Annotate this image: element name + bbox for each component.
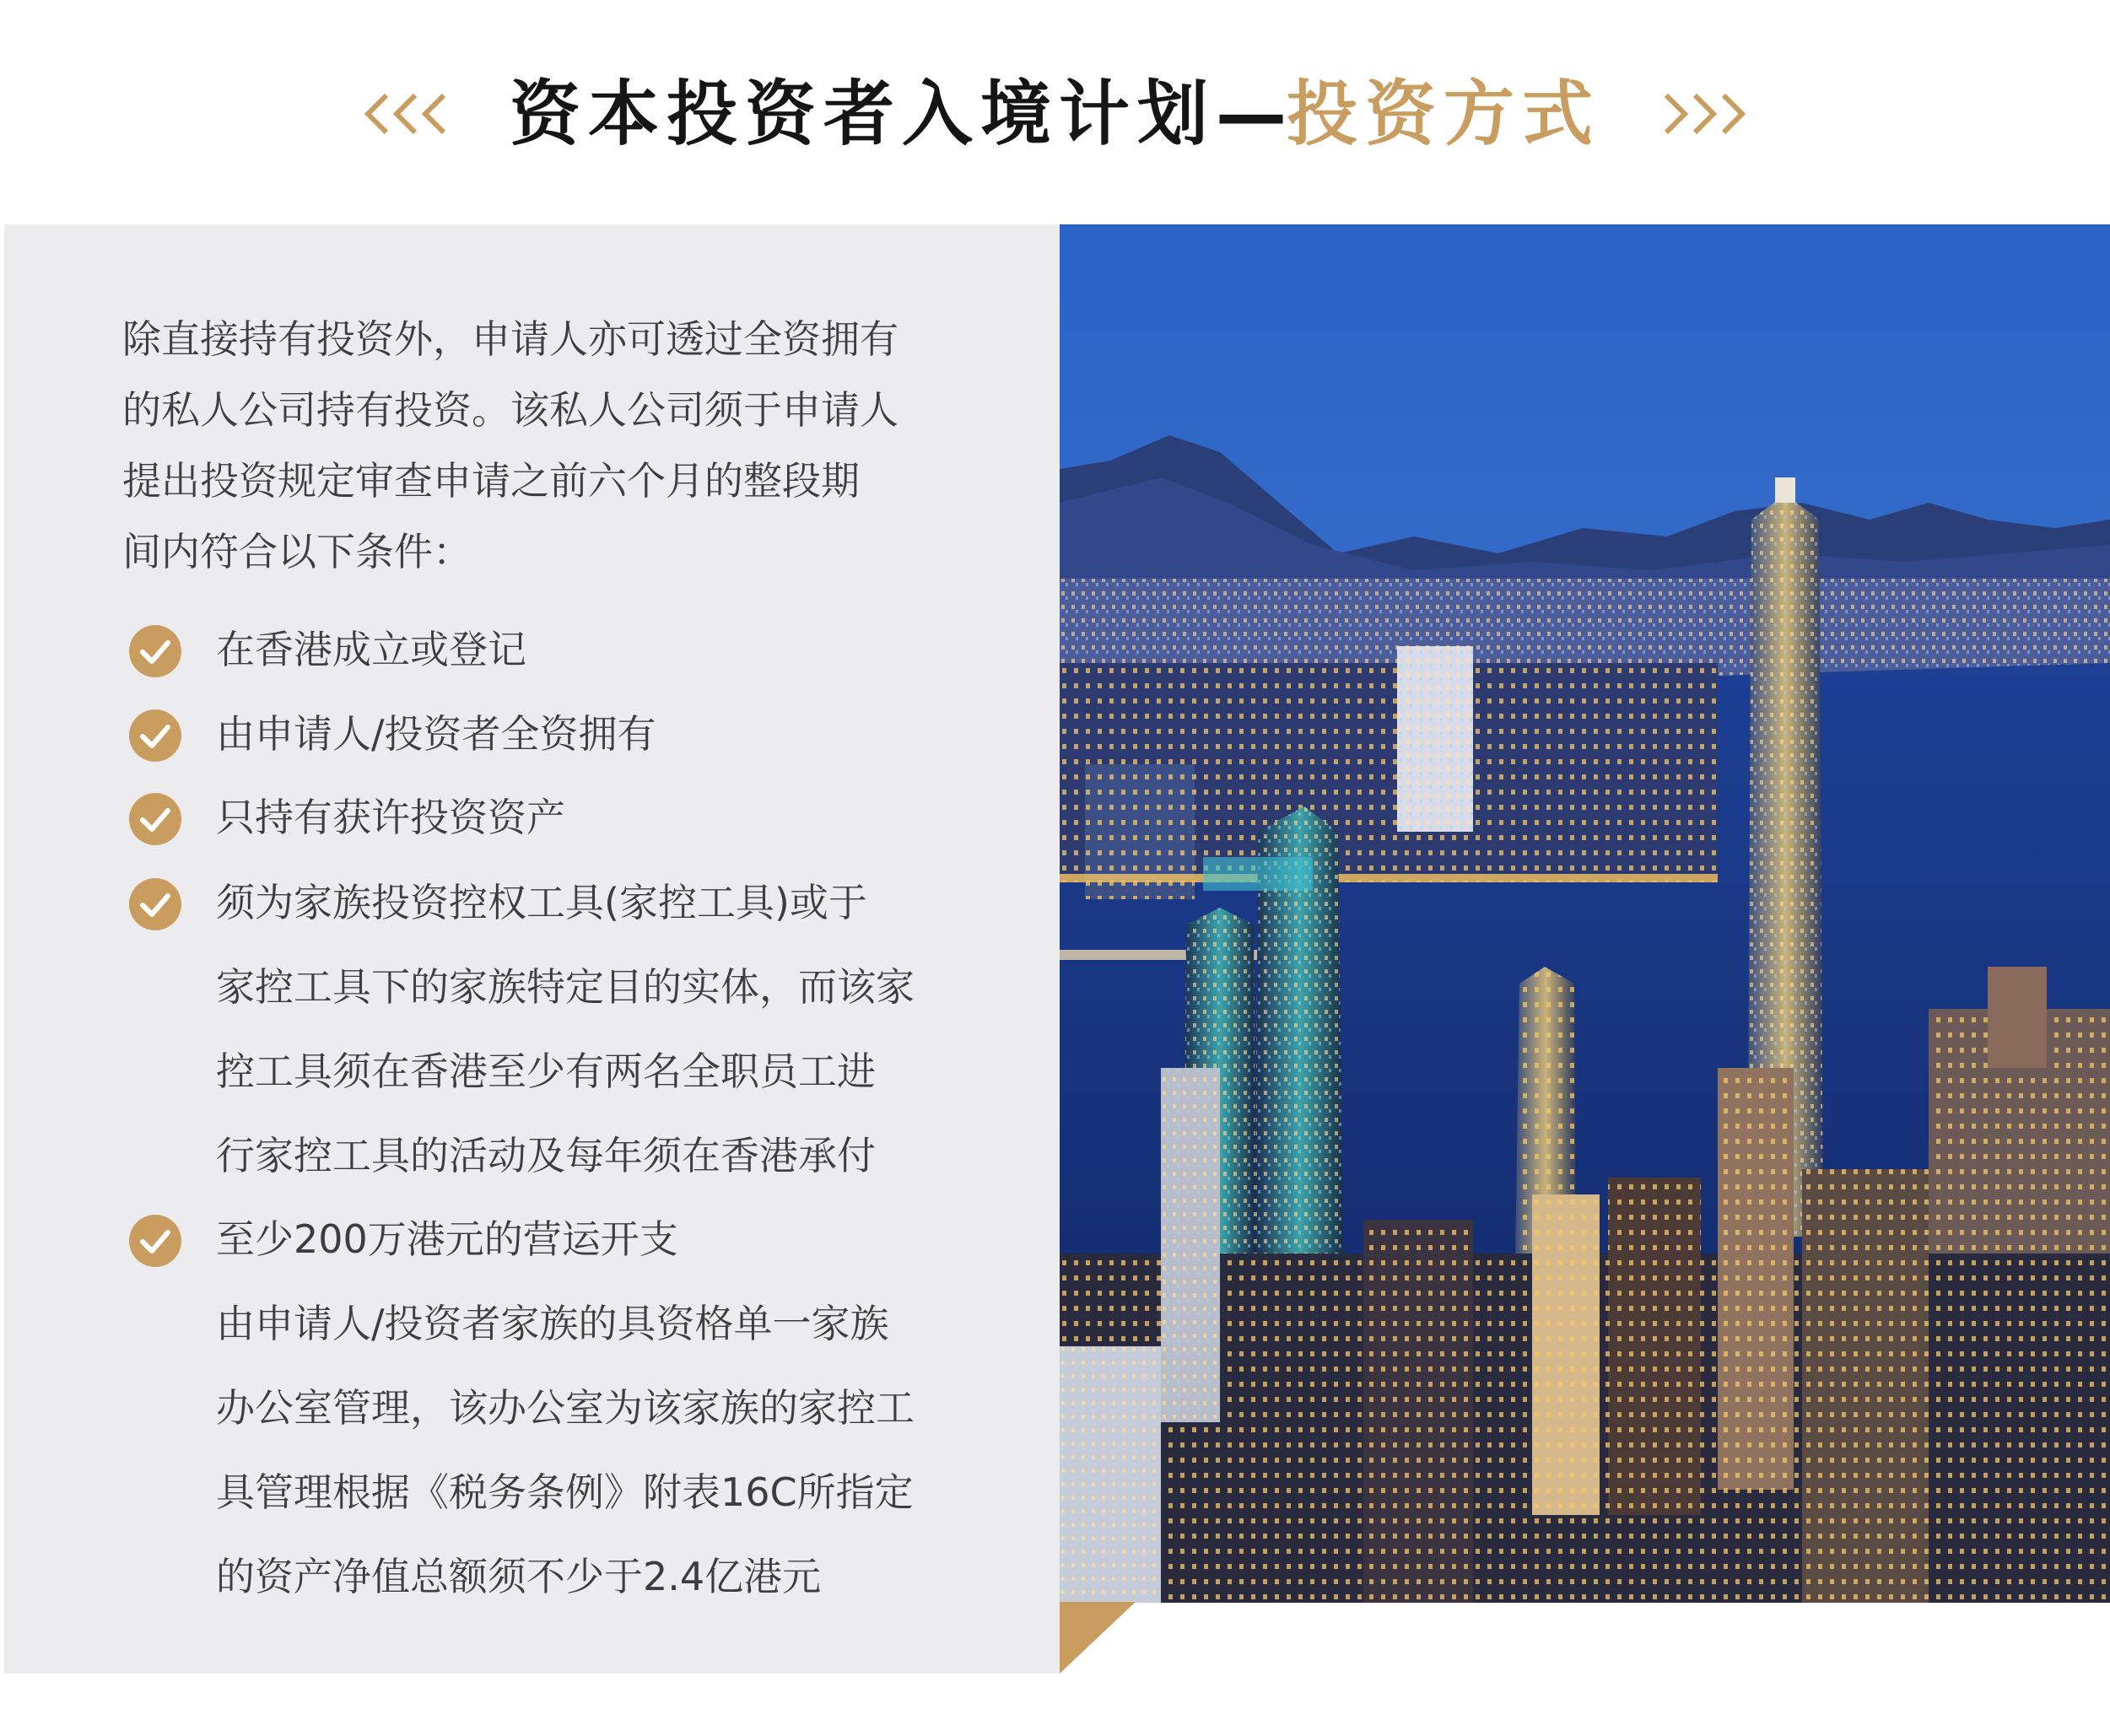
title-accent: 投资方式 [1287, 73, 1601, 155]
check-circle-icon [128, 1214, 182, 1268]
condition-line: 控工具须在香港至少有两名全职员工进 [216, 1049, 876, 1094]
condition-item [216, 860, 915, 1198]
condition-line: 家控工具下的家族特定目的实体，而该家 [216, 964, 915, 1010]
condition-item [216, 692, 656, 776]
intro-paragraph [122, 304, 966, 587]
condition-line: 的资产净值总额须不少于2.4亿港元 [216, 1554, 822, 1599]
condition-line: 具管理根据《税务条例》附表16C所指定 [216, 1469, 914, 1515]
page-header [0, 46, 2110, 181]
right-chevrons-icon [1654, 89, 1749, 139]
condition-line: 只持有获许投资资产 [216, 795, 565, 840]
intro-line: 除直接持有投资外，申请人亦可透过全资拥有 [122, 316, 899, 362]
check-circle-icon [128, 624, 182, 678]
title-main: 资本投资者入境计划 [509, 73, 1216, 155]
intro-line: 的私人公司持有投资。该私人公司须于申请人 [122, 387, 899, 433]
check-circle-icon [128, 709, 182, 763]
condition-line: 行家控工具的活动及每年须在香港承付 [216, 1133, 876, 1178]
condition-line: 在香港成立或登记 [216, 627, 526, 672]
condition-item [216, 607, 526, 692]
page-title [509, 73, 1601, 155]
intro-line: 间内符合以下条件： [122, 529, 472, 574]
gold-corner-accent [1060, 1602, 1136, 1674]
condition-item [216, 775, 565, 860]
left-chevrons-icon [361, 89, 456, 139]
check-circle-icon [128, 877, 182, 931]
condition-line: 办公室管理，该办公室为该家族的家控工 [216, 1385, 915, 1431]
hong-kong-skyline-photo [1060, 224, 2110, 1603]
title-dash: — [1216, 73, 1287, 155]
condition-line: 须为家族投资控权工具(家控工具)或于 [216, 880, 867, 925]
check-circle-icon [128, 792, 182, 846]
condition-line: 至少200万港元的营运开支 [216, 1216, 678, 1262]
condition-line: 由申请人/投资者家族的具资格单一家族 [216, 1301, 889, 1346]
condition-item [216, 1197, 915, 1619]
conditions-panel [4, 224, 1060, 1674]
condition-line: 由申请人/投资者全资拥有 [216, 711, 656, 757]
intro-line: 提出投资规定审查申请之前六个月的整段期 [122, 458, 860, 504]
